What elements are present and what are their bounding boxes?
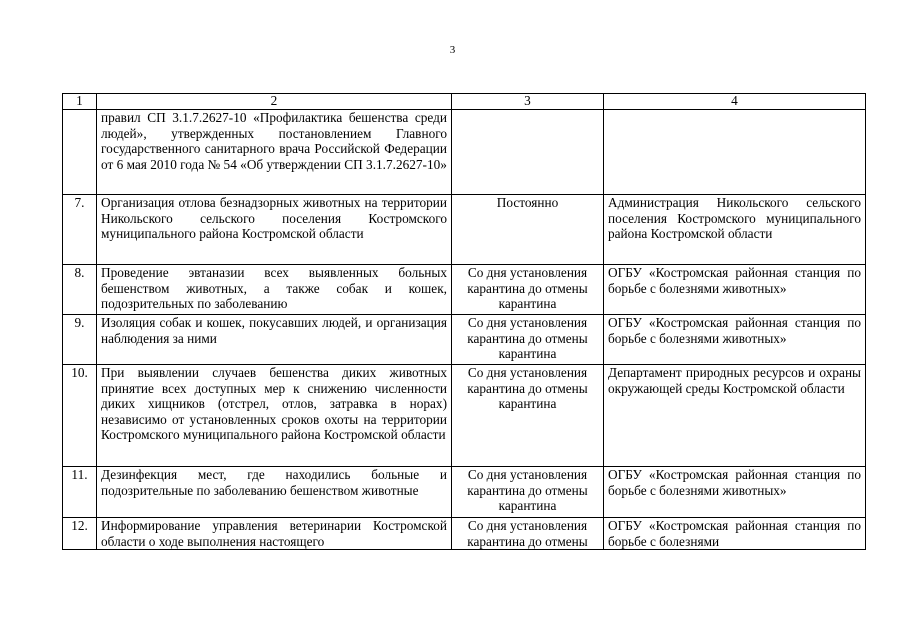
row-action: правил СП 3.1.7.2627-10 «Профилактика бешенства среди людей», утвержденных постановлением Главного государственного санитарного врача Российской Федерации от 6 мая 2010 года № 54 «Об утверждении СП 3.1.7.2627-10» (97, 110, 452, 195)
header-cell-4: 4 (604, 94, 866, 110)
row-term (452, 110, 604, 195)
row-term: Со дня установления карантина до отмены карантина (452, 365, 604, 467)
table-row (63, 518, 866, 550)
row-number (63, 110, 97, 195)
row-number: 12. (63, 518, 97, 550)
row-responsible: ОГБУ «Костромская районная станция по борьбе с болезнями животных» (604, 315, 866, 365)
table-row (63, 467, 866, 518)
row-responsible: Администрация Никольского сельского поселения Костромского муниципального района Костромской области (604, 195, 866, 265)
row-action: Организация отлова безнадзорных животных на территории Никольского сельского поселения Костромского муниципального района Костромской области (97, 195, 452, 265)
row-term: Постоянно (452, 195, 604, 265)
row-number: 7. (63, 195, 97, 265)
row-action: Проведение эвтаназии всех выявленных больных бешенством животных, а также собак и кошек, подозрительных по заболеванию (97, 265, 452, 315)
row-term: Со дня установления карантина до отмены карантина (452, 467, 604, 518)
row-responsible: ОГБУ «Костромская районная станция по борьбе с болезнями (604, 518, 866, 550)
row-action: Дезинфекция мест, где находились больные и подозрительные по заболеванию бешенством животные (97, 467, 452, 518)
row-responsible: ОГБУ «Костромская районная станция по борьбе с болезнями животных» (604, 467, 866, 518)
row-responsible: ОГБУ «Костромская районная станция по борьбе с болезнями животных» (604, 265, 866, 315)
table-row (63, 195, 866, 265)
table-header-row (63, 94, 866, 110)
row-number: 11. (63, 467, 97, 518)
header-cell-2: 2 (97, 94, 452, 110)
row-term: Со дня установления карантина до отмены карантина (452, 265, 604, 315)
row-term: Со дня установления карантина до отмены карантина (452, 315, 604, 365)
table-row (63, 365, 866, 467)
measures-table (62, 93, 866, 550)
row-number: 9. (63, 315, 97, 365)
row-action: Информирование управления ветеринарии Костромской области о ходе выполнения настоящего (97, 518, 452, 550)
row-number: 10. (63, 365, 97, 467)
row-number: 8. (63, 265, 97, 315)
row-responsible: Департамент природных ресурсов и охраны окружающей среды Костромской области (604, 365, 866, 467)
table-row (63, 315, 866, 365)
row-action: При выявлении случаев бешенства диких животных принятие всех доступных мер к снижению численности диких хищников (отстрел, отлов, затравка в норах) независимо от установленных сроков охоты на территории Костромского муниципального района Костромской области (97, 365, 452, 467)
row-responsible (604, 110, 866, 195)
table-row-continuation (63, 110, 866, 195)
page-number: 3 (449, 44, 456, 56)
header-cell-3: 3 (452, 94, 604, 110)
row-action: Изоляция собак и кошек, покусавших людей, и организация наблюдения за ними (97, 315, 452, 365)
row-term: Со дня установления карантина до отмены (452, 518, 604, 550)
header-cell-1: 1 (63, 94, 97, 110)
table-row (63, 265, 866, 315)
